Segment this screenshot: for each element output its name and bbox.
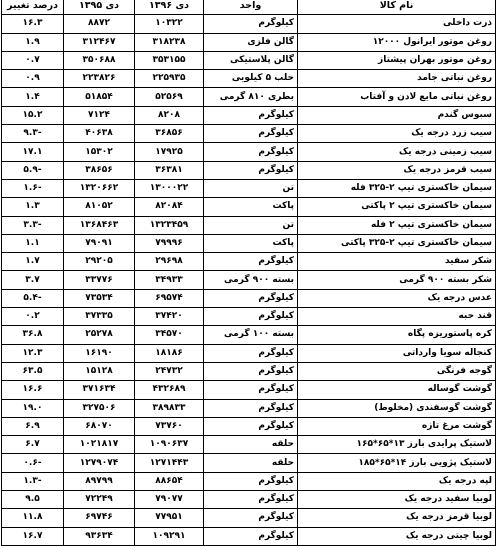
- cell-price-dey-1395: ۳۲۷۵۰۶: [64, 399, 135, 417]
- cell-unit: حلب ۵ کیلویی: [204, 70, 298, 88]
- table-row: [2, 381, 496, 399]
- cell-item-name: سیمان خاکستری تیپ ۲-۳۲۵ پاکتی: [298, 234, 496, 252]
- cell-unit: کیلوگرم: [204, 472, 298, 490]
- cell-item-name: کنجاله سویا وارداتی: [298, 344, 496, 362]
- cell-price-dey-1395: ۳۷۱۶۳۴: [64, 381, 135, 399]
- cell-price-dey-1396: ۳۱۸۲۳۸: [135, 33, 204, 51]
- cell-price-dey-1395: ۳۸۶۵۶: [64, 161, 135, 179]
- cell-price-dey-1395: ۱۳۲۰۶۶۲: [64, 179, 135, 197]
- cell-price-dey-1395: ۳۷۳۳۵: [64, 308, 135, 326]
- cell-unit: کیلوگرم: [204, 491, 298, 509]
- cell-price-dey-1396: ۱۷۹۲۵: [135, 143, 204, 161]
- cell-percent-change: -۱.۶: [2, 179, 64, 197]
- cell-unit: کیلوگرم: [204, 399, 298, 417]
- col-header-dey-1396: دی ۱۳۹۶: [135, 0, 204, 15]
- cell-item-name: گوشت گوساله: [298, 381, 496, 399]
- cell-price-dey-1395: ۸۸۷۲: [64, 15, 135, 33]
- cell-price-dey-1395: ۵۱۸۵۴: [64, 88, 135, 106]
- price-table: [1, 0, 496, 546]
- table-row: [2, 509, 496, 527]
- cell-item-name: لوبیا سفید درجه یک: [298, 491, 496, 509]
- cell-unit: حلقه: [204, 454, 298, 472]
- table-row: [2, 271, 496, 289]
- cell-price-dey-1396: ۷۷۹۵۱: [135, 509, 204, 527]
- cell-item-name: شکر بسته ۹۰۰ گرمی: [298, 271, 496, 289]
- col-header-percent-change: درصد تغییر: [2, 0, 64, 15]
- cell-percent-change: ۱۷.۱: [2, 143, 64, 161]
- cell-item-name: شکر سفید: [298, 253, 496, 271]
- cell-price-dey-1395: ۳۳۷۷۶: [64, 271, 135, 289]
- cell-price-dey-1396: ۲۲۵۹۳۵: [135, 70, 204, 88]
- cell-price-dey-1395: ۹۳۶۳۴: [64, 527, 135, 545]
- cell-unit: تن: [204, 216, 298, 234]
- cell-percent-change: -۰.۶: [2, 454, 64, 472]
- table-row: [2, 161, 496, 179]
- cell-unit: کیلوگرم: [204, 527, 298, 545]
- table-row: [2, 326, 496, 344]
- cell-price-dey-1395: ۳۱۲۴۶۷: [64, 33, 135, 51]
- cell-price-dey-1395: ۳۵۰۶۸۸: [64, 51, 135, 69]
- cell-unit: کیلوگرم: [204, 125, 298, 143]
- cell-percent-change: ۱۶.۷: [2, 527, 64, 545]
- cell-price-dey-1395: ۱۲۷۹۰۷۴: [64, 454, 135, 472]
- cell-unit: کیلوگرم: [204, 344, 298, 362]
- table-row: [2, 454, 496, 472]
- cell-percent-change: ۶.۷: [2, 436, 64, 454]
- cell-unit: گالن پلاستیکی: [204, 51, 298, 69]
- cell-price-dey-1396: ۳۵۳۱۵۵: [135, 51, 204, 69]
- cell-item-name: عدس درجه یک: [298, 289, 496, 307]
- table-body: [2, 15, 496, 546]
- cell-unit: حلقه: [204, 436, 298, 454]
- table-row: [2, 143, 496, 161]
- cell-price-dey-1396: ۱۰۹۲۹۱: [135, 527, 204, 545]
- cell-unit: پاکت: [204, 198, 298, 216]
- cell-price-dey-1396: ۵۲۵۶۹: [135, 88, 204, 106]
- cell-price-dey-1395: ۷۱۲۴: [64, 106, 135, 124]
- cell-price-dey-1396: ۷۳۷۶۰: [135, 417, 204, 435]
- cell-price-dey-1395: ۱۵۳۰۲: [64, 143, 135, 161]
- cell-price-dey-1396: ۱۳۰۰۰۲۲: [135, 179, 204, 197]
- cell-percent-change: ۹.۵: [2, 491, 64, 509]
- cell-item-name: لاستیک پژویی بارز ۱۴*۶۵*۱۸۵: [298, 454, 496, 472]
- cell-price-dey-1396: ۸۸۶۵۴: [135, 472, 204, 490]
- cell-price-dey-1395: ۱۳۶۸۴۶۳: [64, 216, 135, 234]
- cell-price-dey-1395: ۷۲۲۴۹: [64, 491, 135, 509]
- cell-item-name: گوشت مرغ تازه: [298, 417, 496, 435]
- cell-unit: کیلوگرم: [204, 161, 298, 179]
- cell-percent-change: ۱.۷: [2, 253, 64, 271]
- cell-percent-change: ۶۳.۵: [2, 362, 64, 380]
- cell-unit: کیلوگرم: [204, 362, 298, 380]
- cell-percent-change: -۳.۳: [2, 216, 64, 234]
- cell-price-dey-1396: ۳۶۸۵۶: [135, 125, 204, 143]
- cell-percent-change: ۱۲.۳: [2, 344, 64, 362]
- cell-price-dey-1396: ۱۸۱۸۶: [135, 344, 204, 362]
- cell-item-name: روغن نباتی جامد: [298, 70, 496, 88]
- cell-item-name: روغن نباتی مایع لادن و آفتاب: [298, 88, 496, 106]
- cell-unit: بسته ۱۰۰ گرمی: [204, 326, 298, 344]
- cell-percent-change: ۱۶.۶: [2, 381, 64, 399]
- cell-item-name: روغن موتور ایرانول ۱۲۰۰۰: [298, 33, 496, 51]
- table-row: [2, 179, 496, 197]
- cell-item-name: سیمان خاکستری تیپ ۲ فله: [298, 216, 496, 234]
- table-row: [2, 417, 496, 435]
- cell-unit: کیلوگرم: [204, 381, 298, 399]
- cell-price-dey-1396: ۳۷۴۲۰: [135, 308, 204, 326]
- table-row: [2, 472, 496, 490]
- cell-price-dey-1395: ۷۳۵۳۴: [64, 289, 135, 307]
- cell-price-dey-1395: ۱۰۲۱۸۱۷: [64, 436, 135, 454]
- cell-item-name: لاستیک پرایدی بارز ۱۳*۶۵*۱۶۵: [298, 436, 496, 454]
- cell-price-dey-1395: ۷۹۰۹۱: [64, 234, 135, 252]
- cell-unit: کیلوگرم: [204, 143, 298, 161]
- cell-percent-change: ۱۹.۰: [2, 399, 64, 417]
- cell-percent-change: ۰.۹: [2, 70, 64, 88]
- table-row: [2, 234, 496, 252]
- cell-percent-change: ۱.۳: [2, 198, 64, 216]
- cell-unit: گالن فلزی: [204, 33, 298, 51]
- cell-percent-change: ۰.۲: [2, 308, 64, 326]
- cell-item-name: کره پاستوریزه پگاه: [298, 326, 496, 344]
- col-header-dey-1395: دی ۱۳۹۵: [64, 0, 135, 15]
- table-row: [2, 399, 496, 417]
- cell-price-dey-1395: ۸۱۰۵۲: [64, 198, 135, 216]
- cell-price-dey-1396: ۱۳۲۳۴۵۹: [135, 216, 204, 234]
- col-header-unit: واحد: [204, 0, 298, 15]
- cell-percent-change: ۱۱.۸: [2, 509, 64, 527]
- table-row: [2, 253, 496, 271]
- cell-item-name: سیمان خاکستری تیپ ۲ پاکتی: [298, 198, 496, 216]
- cell-price-dey-1395: ۲۲۳۸۲۶: [64, 70, 135, 88]
- cell-unit: پاکت: [204, 234, 298, 252]
- cell-item-name: سیب زرد درجه یک: [298, 125, 496, 143]
- cell-price-dey-1395: ۴۰۶۳۸: [64, 125, 135, 143]
- cell-price-dey-1396: ۱۰۹۰۶۳۷: [135, 436, 204, 454]
- table-header-row: [2, 0, 496, 15]
- table-row: [2, 88, 496, 106]
- cell-percent-change: ۱.۴: [2, 88, 64, 106]
- table-row: [2, 216, 496, 234]
- cell-percent-change: -۱.۳: [2, 472, 64, 490]
- cell-percent-change: ۰.۷: [2, 51, 64, 69]
- table-row: [2, 362, 496, 380]
- cell-item-name: لوبیا قرمز درجه یک: [298, 509, 496, 527]
- table-row: [2, 15, 496, 33]
- cell-price-dey-1395: ۲۹۲۰۵: [64, 253, 135, 271]
- table-row: [2, 106, 496, 124]
- cell-price-dey-1396: ۳۶۳۸۱: [135, 161, 204, 179]
- cell-percent-change: -۵.۴: [2, 289, 64, 307]
- table-row: [2, 436, 496, 454]
- cell-percent-change: ۱.۹: [2, 33, 64, 51]
- cell-item-name: قند حبه: [298, 308, 496, 326]
- cell-item-name: لپه درجه یک: [298, 472, 496, 490]
- cell-unit: تن: [204, 179, 298, 197]
- cell-price-dey-1396: ۷۹۹۹۶: [135, 234, 204, 252]
- table-row: [2, 198, 496, 216]
- cell-item-name: روغن موتور بهران پیشتاز: [298, 51, 496, 69]
- table-row: [2, 125, 496, 143]
- cell-percent-change: ۱۵.۲: [2, 106, 64, 124]
- cell-percent-change: ۱.۱: [2, 234, 64, 252]
- cell-price-dey-1396: ۲۹۶۹۸: [135, 253, 204, 271]
- cell-price-dey-1395: ۶۹۷۴۶: [64, 509, 135, 527]
- cell-price-dey-1396: ۷۹۰۷۷: [135, 491, 204, 509]
- cell-price-dey-1396: ۴۳۲۶۸۹: [135, 381, 204, 399]
- cell-price-dey-1395: ۱۶۱۹۰: [64, 344, 135, 362]
- cell-item-name: ذرت داخلی: [298, 15, 496, 33]
- cell-percent-change: ۳۶.۸: [2, 326, 64, 344]
- cell-price-dey-1396: ۳۴۵۷۰: [135, 326, 204, 344]
- cell-price-dey-1395: ۸۹۷۹۹: [64, 472, 135, 490]
- cell-percent-change: -۹.۳: [2, 125, 64, 143]
- cell-unit: کیلوگرم: [204, 106, 298, 124]
- cell-item-name: لوبیا چیتی درجه یک: [298, 527, 496, 545]
- cell-price-dey-1396: ۱۲۷۱۴۴۳: [135, 454, 204, 472]
- cell-percent-change: ۱۶.۳: [2, 15, 64, 33]
- cell-unit: کیلوگرم: [204, 253, 298, 271]
- cell-price-dey-1396: ۶۹۵۷۴: [135, 289, 204, 307]
- table-row: [2, 51, 496, 69]
- cell-item-name: گوشت گوسفندی (مخلوط): [298, 399, 496, 417]
- table-row: [2, 33, 496, 51]
- cell-unit: کیلوگرم: [204, 308, 298, 326]
- cell-price-dey-1396: ۳۸۹۸۳۳: [135, 399, 204, 417]
- cell-price-dey-1396: ۸۲۰۸۴: [135, 198, 204, 216]
- cell-unit: کیلوگرم: [204, 289, 298, 307]
- table-row: [2, 344, 496, 362]
- table-row: [2, 308, 496, 326]
- cell-price-dey-1395: ۲۵۲۷۸: [64, 326, 135, 344]
- cell-unit: کیلوگرم: [204, 509, 298, 527]
- cell-unit: بسته ۹۰۰ گرمی: [204, 271, 298, 289]
- cell-percent-change: ۳.۷: [2, 271, 64, 289]
- cell-price-dey-1395: ۶۸۰۷۰: [64, 417, 135, 435]
- cell-price-dey-1396: ۱۰۳۲۲: [135, 15, 204, 33]
- table-row: [2, 70, 496, 88]
- cell-item-name: گوجه فرنگی: [298, 362, 496, 380]
- table-row: [2, 491, 496, 509]
- cell-unit: بطری ۸۱۰ گرمی: [204, 88, 298, 106]
- cell-percent-change: ۶.۹: [2, 417, 64, 435]
- cell-price-dey-1395: ۱۵۱۲۸: [64, 362, 135, 380]
- cell-item-name: سیب زمینی درجه یک: [298, 143, 496, 161]
- cell-unit: کیلوگرم: [204, 15, 298, 33]
- cell-unit: کیلوگرم: [204, 417, 298, 435]
- cell-percent-change: -۵.۹: [2, 161, 64, 179]
- table-row: [2, 289, 496, 307]
- cell-price-dey-1396: ۸۲۰۸: [135, 106, 204, 124]
- cell-item-name: سیمان خاکستری تیپ ۲-۳۲۵ فله: [298, 179, 496, 197]
- cell-item-name: سبوس گندم: [298, 106, 496, 124]
- col-header-item-name: نام کالا: [298, 0, 496, 15]
- table-row: [2, 527, 496, 545]
- cell-price-dey-1396: ۲۴۷۳۲: [135, 362, 204, 380]
- cell-price-dey-1396: ۳۴۹۳۳: [135, 271, 204, 289]
- cell-item-name: سیب قرمز درجه یک: [298, 161, 496, 179]
